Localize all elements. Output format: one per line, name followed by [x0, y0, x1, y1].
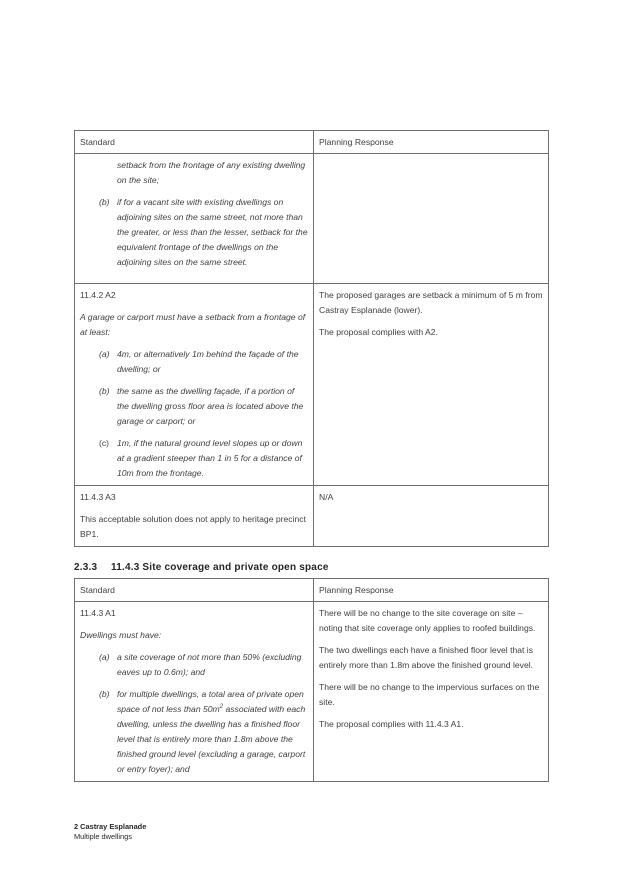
standard-cell [75, 154, 314, 284]
continued-clause: setback from the frontage of any existing dwelling on the site; [117, 160, 306, 185]
page-footer [74, 822, 146, 842]
clause-intro: Dwellings must have: [80, 630, 162, 640]
footer-subtitle: Multiple dwellings [74, 832, 132, 841]
section-title: 11.4.3 Site coverage and private open space [111, 562, 329, 573]
section-number: 2.3.3 [74, 562, 98, 573]
clause-reference: 11.4.3 A3 [80, 492, 116, 502]
response-paragraph: There will be no change to the site coverage on site – noting that site coverage only applies to roofed buildings. [319, 608, 536, 633]
table-row [75, 284, 549, 486]
response-paragraph: N/A [319, 492, 334, 502]
response-paragraph: The two dwellings each have a finished floor level that is entirely more than 1.8m above the finished ground level. [319, 645, 534, 670]
footer-title: 2 Castray Esplanade [74, 822, 147, 831]
standards-table-1 [74, 130, 549, 547]
standard-cell [75, 602, 314, 782]
clause-b: (b) if for a vacant site with existing dwellings on adjoining sites on the same street, not more than the greater, or less than the lesser, setback for the equivalent frontage of the dwellings on the adjoining sites on the same street. [99, 197, 308, 267]
clause-b: (b) the same as the dwelling façade, if a portion of the dwelling gross floor area is located above the garage or carport; or [99, 386, 304, 426]
response-paragraph: The proposed garages are setback a minimum of 5 m from Castray Esplanade (lower). [319, 290, 543, 315]
clause-text: This acceptable solution does not apply to heritage precinct BP1. [80, 514, 306, 539]
table-row [75, 154, 549, 284]
standard-cell [75, 486, 314, 547]
clause-reference: 11.4.3 A1 [80, 608, 116, 618]
response-paragraph: The proposal complies with 11.4.3 A1. [319, 719, 464, 729]
header-standard: Standard [75, 131, 314, 154]
clause-b: (b) for multiple dwellings, a total area of private open space of not less than $50m^2$ associated with each dwelling, unless the dwelling has a finished floor level that is entirely more than 1.8m above the finished ground level (excluding a garage, carport or entry foyer); and [99, 689, 306, 774]
section-heading [74, 560, 329, 575]
response-cell [314, 154, 549, 284]
clause-a: (a) 4m, or alternatively 1m behind the façade of the dwelling; or [99, 349, 299, 374]
table-row [75, 486, 549, 547]
clause-reference: 11.4.2 A2 [80, 290, 116, 300]
response-cell [314, 284, 549, 486]
header-planning-response: Planning Response [314, 131, 549, 154]
response-paragraph: The proposal complies with A2. [319, 327, 438, 337]
table-row [75, 602, 549, 782]
response-paragraph: There will be no change to the impervious surfaces on the site. [319, 682, 540, 707]
clause-c: (c) 1m, if the natural ground level slopes up or down at a gradient steeper than 1 in 5 for a distance of 10m from the frontage. [99, 438, 303, 478]
table-header-row [75, 131, 549, 154]
standard-cell [75, 284, 314, 486]
clause-a: (a) a site coverage of not more than 50% (excluding eaves up to 0.6m); and [99, 652, 302, 677]
standards-table-2 [74, 578, 549, 782]
response-cell [314, 486, 549, 547]
response-cell [314, 602, 549, 782]
header-standard: Standard [75, 579, 314, 602]
header-planning-response: Planning Response [314, 579, 549, 602]
clause-intro: A garage or carport must have a setback from a frontage of at least: [80, 312, 306, 337]
table-header-row [75, 579, 549, 602]
